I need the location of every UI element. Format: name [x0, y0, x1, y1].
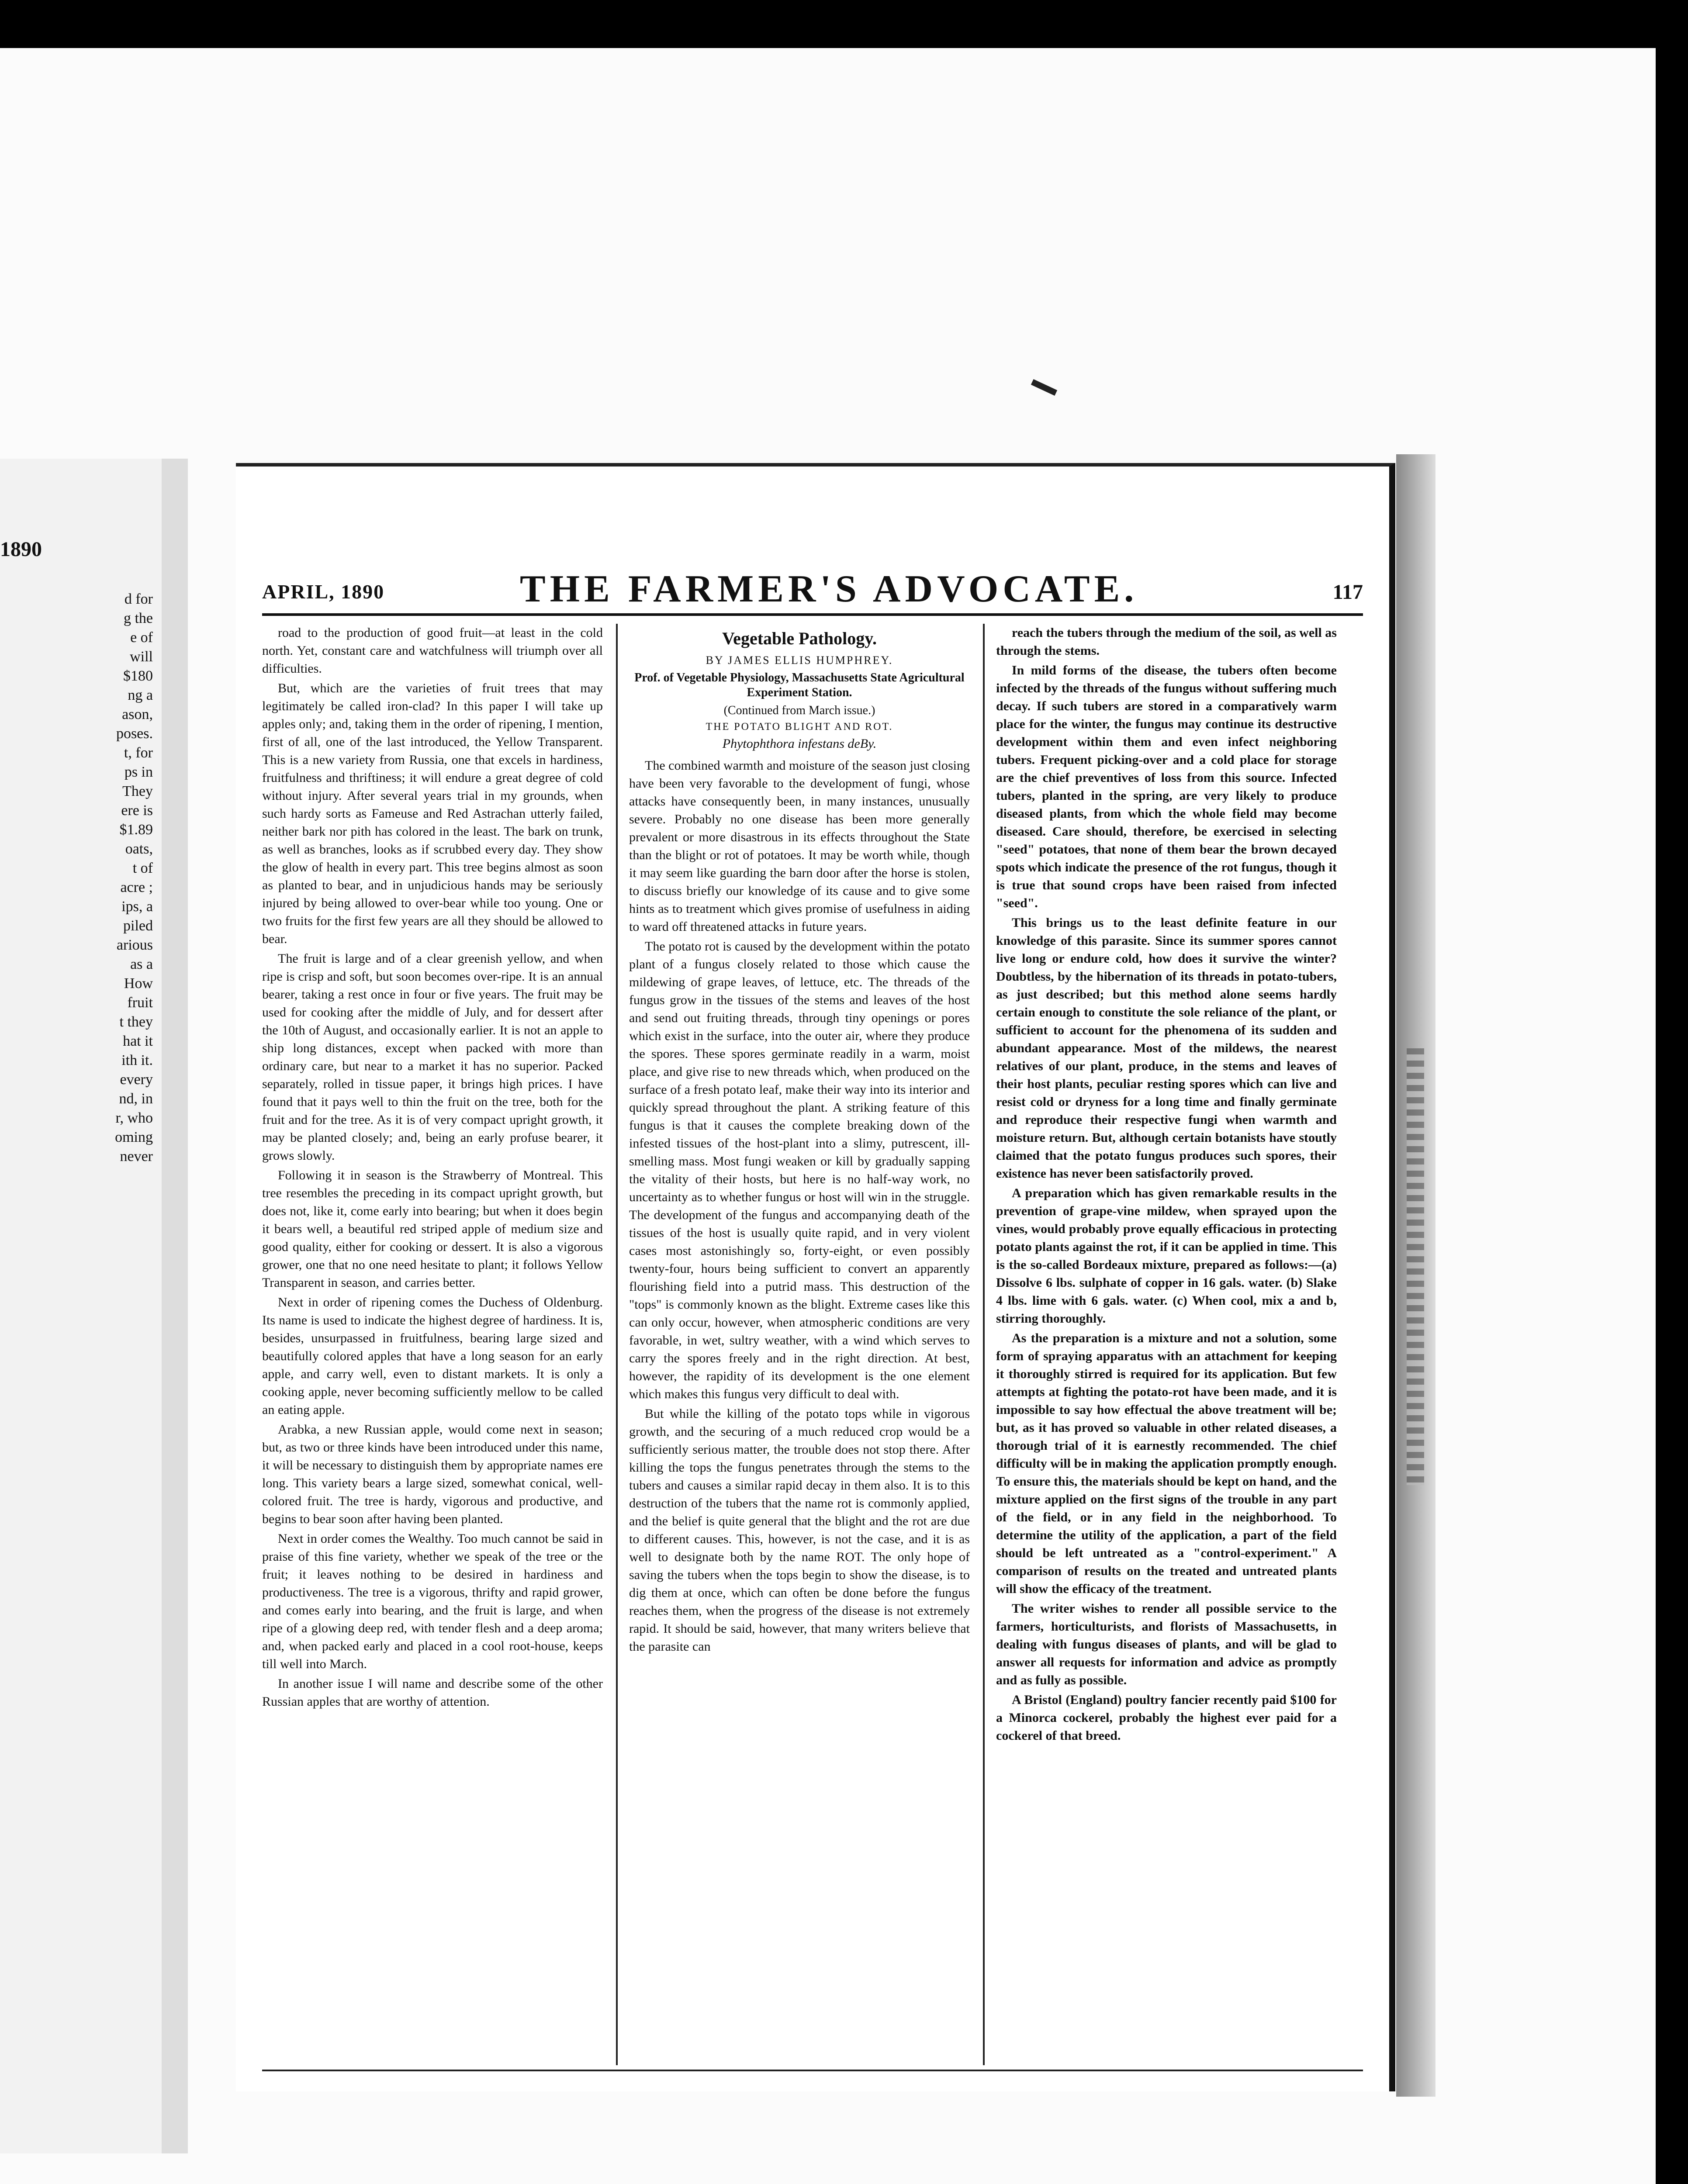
paragraph: Arabka, a new Russian apple, would come next in season; but, as two or three kinds have been introduced under this name, it will be necessary to distinguish them by appropriate names ere long. This variety bears a large sized, somewhat conical, well-colored fruit. The tree is hardy, vigorous and productive, and begins to bear soon after having been planted.	[262, 1422, 603, 1526]
paragraph: This brings us to the least definite feature in our knowledge of this parasite. Since its summer spores cannot live long or endure cold, how does it survive the winter? Doubtless, by the hibernation of its threads in potato-tubers, as just described; but this method alone seems hardly certain enough to constitute the sole reliance of the plant, or sufficient to account for the phenomena of its sudden and abundant appearance. Most of the mildews, the nearest relatives of our plant, produce, in the stems and leaves of their host plants, peculiar resting spores which can live and resist cold or dryness for a long time and finally germinate and reproduce their respective fungi when warmth and moisture return. But, although certain botanists have stoutly claimed that the potato fungus produces such spores, their existence has never been satisfactorily proved.	[996, 916, 1337, 1181]
paragraph: A preparation which has given remarkable results in the prevention of grape-vine mildew, when sprayed upon the vines, would probably prove equally efficacious in protecting potato plants against the rot, if it can be applied in time. This is the so-called Bordeaux mixture, prepared as follows:—(a) Dissolve 6 lbs. sulphate of copper in 16 gals. water. (b) Slake 4 lbs. lime with 6 gals. water. (c) When cool, mix a and b, stirring thoroughly.	[996, 1186, 1337, 1326]
paragraph: In another issue I will name and describe some of the other Russian apples that are worthy of attention.	[262, 1676, 603, 1709]
facing-page-line: arious	[116, 937, 153, 953]
footer-rule	[262, 2070, 1363, 2071]
paragraph: But, which are the varieties of fruit trees that may legitimately be called iron-clad? In this paper I will take up apples only; and, taking them in the order of ripening, I mention, first of all, one of the last introduced, the Yellow Transparent. This is a new variety from Russia, one that excels in hardiness, fruitfulness and thriftiness; it will endure a great degree of cold without injury. After several years trial in my grounds, when such hardy sorts as Fameuse and Red Astrachan utterly failed, neither bark nor pith has colored in the least. The bark on trunk, as well as branches, looks as if scrubbed every day. They show the glow of health in every part. This tree begins almost as soon as planted to bear, and in unjudicious hands may be seriously injured by being allowed to over-bear while too young. One or two fruits for the first few years are all they should be allowed to bear.	[262, 681, 603, 946]
masthead-title: THE FARMER'S ADVOCATE.	[520, 568, 1138, 610]
facing-page-line: acre ;	[120, 879, 153, 895]
facing-page-line: will	[130, 649, 153, 665]
facing-page-line: ps in	[124, 764, 153, 780]
paragraph: A Bristol (England) poultry fancier recently paid $100 for a Minorca cockerel, probably the highest ever paid for a cockerel of that breed.	[996, 1693, 1337, 1743]
paragraph: Following it in season is the Strawberry of Montreal. This tree resembles the preceding in its compact upright growth, but does not, like it, come early into bearing; but when it does begin it bears well, a beautiful red striped apple of medium size and good quality, either for cooking or dessert. It is also a vigorous grower, one that no one need hesitate to plant; it follows Yellow Transparent in season, and carries better.	[262, 1168, 603, 1290]
facing-page-line: fruit	[127, 995, 153, 1011]
facing-page-line: nd, in	[119, 1091, 153, 1107]
paragraph: But while the killing of the potato tops while in vigorous growth, and the securing of a much reduced crop would be a sufficiently serious matter, the trouble does not stop there. After killing the tops the fungus penetrates through the stems to the tubers and causes a similar rapid decay in them also. It is to this destruction of the tubers that the name rot is commonly applied, and the belief is quite general that the blight and the rot are due to different causes. This, however, is not the case, and it is as well to designate both by the name ROT. The only hope of saving the tubers when the tops begin to show the disease, is to dig them at once, which can often be done before the fungus reaches them, when the progress of the disease is not extremely rapid. It should be said, however, that many writers believe that the parasite can	[629, 1406, 970, 1654]
article-byline: BY JAMES ELLIS HUMPHREY.	[706, 654, 893, 667]
facing-page-line: poses.	[116, 726, 153, 742]
facing-page-line: ere is	[121, 802, 153, 819]
facing-page-line: oming	[115, 1129, 153, 1145]
paragraph: Next in order comes the Wealthy. Too much cannot be said in praise of this fine variety, whether we speak of the tree or the fruit; it leaves nothing to be desired in hardiness and productiveness. The tree is a vigorous, thrifty and rapid grower, and comes early into bearing, and the fruit is large, and when ripe of a glowing deep red, with tender flesh and a deep aroma; and, when packed early and placed in a cool root-house, keeps till well into March.	[262, 1531, 603, 1671]
paragraph: As the preparation is a mixture and not a solution, some form of spraying apparatus with an attachment for keeping it thoroughly stirred is required for its application. But few attempts at fighting the potato-rot have been made, and it is impossible to say how effectual the above treatment will be; but, as it has proved so valuable in other related diseases, a thorough trial of it is earnestly recommended. The chief difficulty will be in making the application promptly enough. To ensure this, the materials should be kept on hand, and the mixture applied on the first signs of the trouble in any part of the field, or in any field in the neighborhood. To determine the utility of the application, a part of the field should be left untreated as a "control-experiment." A comparison of results on the treated and untreated plants will show the efficacy of the treatment.	[996, 1331, 1337, 1596]
facing-page-line: $1.89	[119, 822, 153, 838]
book-gutter	[162, 459, 188, 2153]
facing-page-line: t, for	[124, 745, 153, 761]
article-title: Vegetable Pathology.	[722, 629, 877, 648]
newspaper-page	[236, 463, 1395, 2091]
facing-page-year: 1890	[0, 538, 42, 561]
author-affiliation: Prof. of Vegetable Physiology, Massachusetts State Agricultural Experiment Station.	[634, 671, 965, 699]
facing-page-line: every	[120, 1071, 153, 1088]
latin-name: Phytophthora infestans deBy.	[722, 736, 877, 751]
facing-page-line: How	[124, 975, 153, 992]
facing-page-line: oats,	[125, 841, 153, 857]
paragraph: reach the tubers through the medium of the soil, as well as through the stems.	[996, 625, 1337, 658]
facing-page-fragment	[0, 459, 169, 2153]
facing-page-text	[0, 590, 153, 1166]
facing-page-line: hat it	[123, 1033, 153, 1049]
paragraph: The potato rot is caused by the development within the potato plant of a fungus closely related to those which cause the mildewing of grape leaves, of lettuce, etc. The threads of the fungus grow in the tissues of the stems and leaves of the host and send out fruiting threads, through tiny openings or pores which exist in the surface, into the outer air, where they produce the spores. These spores germinate readily in a warm, moist place, and give rise to new threads which, when produced on the surface of a fresh potato leaf, make their way into its interior and quickly spread throughout the plant. A striking feature of this fungus is that it causes the complete breaking down of the infested tissues of the host-plant into a slimy, putrescent, ill-smelling mass. Most fungi weaken or kill by gradually sapping the vitality of their hosts, but here is no half-way work, no uncertainty as to whether fungus or host will win in the struggle. The development of the fungus and accompanying death of the tissues of the host is usually quite rapid, and in very violent cases most astonishingly so, forty-eight, or even possibly twenty-four, hours being sufficient to convert an apparently flourishing field into a putrid mass. This destruction of the "tops" is commonly known as the blight. Extreme cases like this can only occur, however, when atmospheric conditions are very favorable, in wet, sultry weather, with a wind which serves to carry the spores freely and in the right direction. At best, however, the rapidity of its development is the one element which makes this fungus very difficult to deal with.	[629, 939, 970, 1401]
continued-note: (Continued from March issue.)	[723, 704, 875, 717]
facing-page-line: ips, a	[121, 898, 153, 915]
facing-page-line: t of	[132, 860, 153, 876]
issue-date: APRIL, 1890	[262, 581, 385, 603]
paragraph: The fruit is large and of a clear greenish yellow, and when ripe is crisp and soft, but soon becomes over-ripe. It is an annual bearer, taking a rest once in four or five years. The fruit may be used for cooking after the middle of July, and for dessert after the 10th of August, and occasionally earlier. It is not an apple to ship long distances, except when packed with more than ordinary care, but near to a market it has no superior. Packed separately, rolled in tissue paper, it brings high prices. I have found that it pays well to thin the fruit on the tree, both for the fruit and for the tree. As it is of very compact upright growth, it may be planted closely; and, being an early profuse bearer, it grows slowly.	[262, 951, 603, 1163]
facing-page-line: e of	[130, 629, 153, 646]
paragraph: In mild forms of the disease, the tubers often become infected by the threads of the fungus without suffering much decay. If such tubers are stored in a comparatively warm place for the winter, the fungus may continue its destructive development within them and even infect neighboring tubers. Frequent picking-over and a cold place for storage are the chief preventives of loss from this source. Infected tubers, planted in the spring, are very likely to produce diseased plants, from which the whole field may become diseased. Care should, therefore, be exercised in selecting "seed" potatoes, that none of them bear the brown decayed spots which indicate the presence of the rot fungus, though it is true that sound crops have been raised from infected "seed".	[996, 663, 1337, 910]
facing-page-line: t they	[119, 1014, 153, 1030]
page-header	[262, 563, 1363, 615]
paragraph: The writer wishes to render all possible service to the farmers, horticulturists, and florists of Massachusetts, in dealing with fungus diseases of plants, and will be glad to answer all requests for information and advice as promptly and as fully as possible.	[996, 1601, 1337, 1687]
article-body	[629, 757, 970, 1655]
facing-page-line: piled	[123, 918, 153, 934]
column-divider	[616, 624, 618, 2065]
facing-page-line: $180	[123, 668, 153, 684]
paragraph: road to the production of good fruit—at least in the cold north. Yet, constant care and watchfulness will triumph over all difficulties.	[262, 625, 603, 676]
facing-page-line: d for	[124, 591, 153, 607]
column-divider	[983, 624, 985, 2065]
header-rule	[262, 613, 1363, 616]
column-continuation	[996, 624, 1337, 2065]
facing-page-line: g the	[123, 610, 153, 626]
section-subhead: THE POTATO BLIGHT AND ROT.	[706, 721, 893, 733]
facing-page-line: ason,	[122, 706, 153, 722]
facing-page-line: They	[122, 783, 153, 799]
facing-page-line: as a	[130, 956, 153, 972]
paragraph: The combined warmth and moisture of the season just closing have been very favorable to the development of fungi, whose attacks have consequently been, in many instances, unusually severe. Probably no one disease has been more generally prevalent or more disastrous in its effects throughout the State than the blight or rot of potatoes. It may be worth while, though it may seem like guarding the barn door after the horse is stolen, to discuss briefly our knowledge of its cause and to give some hints as to treatment which gives promise of usefulness in aiding to ward off threatened attacks in future years.	[629, 758, 970, 934]
paragraph: Next in order of ripening comes the Duchess of Oldenburg. Its name is used to indicate the highest degree of hardiness. It is, besides, unsurpassed in fruitfulness, bearing large sized and beautifully colored apples that have a long season for an early apple, and carry well, even to distant markets. It is only a cooking apple, never becoming sufficiently mellow to be called an eating apple.	[262, 1295, 603, 1417]
facing-page-line: ng a	[128, 687, 153, 703]
facing-page-line: never	[120, 1148, 153, 1165]
column-fruit-trees	[262, 624, 603, 2065]
margin-stamp	[1407, 1048, 1424, 1485]
page-number: 117	[1332, 581, 1363, 604]
facing-page-line: ith it.	[121, 1052, 153, 1068]
column-vegetable-pathology	[629, 624, 970, 2065]
facing-page-line: r, who	[115, 1110, 153, 1126]
